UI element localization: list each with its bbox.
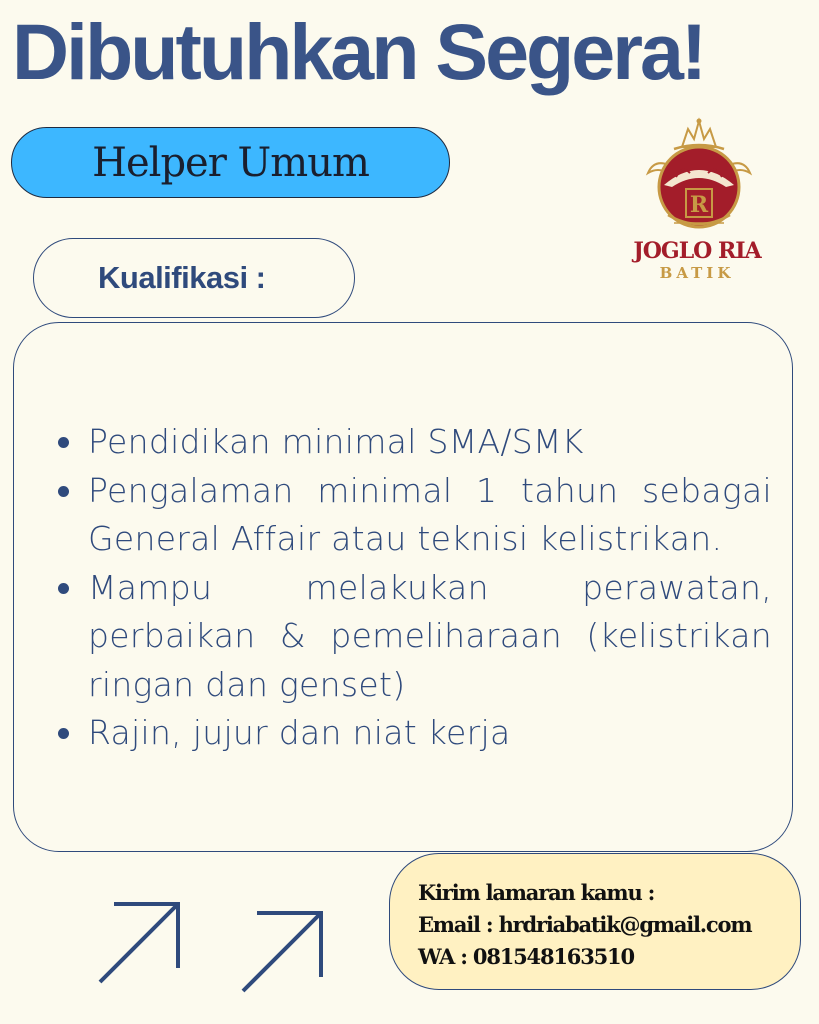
contact-whatsapp: WA : 081548163510 (418, 944, 634, 969)
qualification-item: Rajin, jujur dan niat kerja (56, 709, 772, 758)
qualification-item: Mampu melakukan perawatan, perbaikan & pemeliharaan (kelistrikan ringan dan genset) (56, 564, 772, 710)
logo-name: JOGLO RIA (633, 238, 761, 264)
headline: Dibutuhkan Segera! (12, 7, 705, 96)
position-badge (11, 127, 450, 198)
qualification-heading: Kualifikasi : (98, 260, 266, 295)
qualification-list (56, 418, 772, 758)
emblem-letter: R (689, 192, 709, 218)
arrow-up-right-icon (237, 905, 329, 997)
position-title: Helper Umum (92, 139, 369, 186)
qualification-heading-badge (33, 238, 355, 318)
logo-subtitle: BATIK (659, 264, 735, 282)
contact-intro: Kirim lamaran kamu : (418, 880, 655, 905)
arrow-up-right-icon (94, 896, 186, 988)
qualification-item: Pengalaman minimal 1 tahun sebagai General Affair atau teknisi kelistrikan. (56, 467, 772, 564)
qualification-item: Pendidikan minimal SMA/SMK (56, 418, 772, 467)
contact-email: Email : hrdriabatik@gmail.com (418, 912, 752, 937)
